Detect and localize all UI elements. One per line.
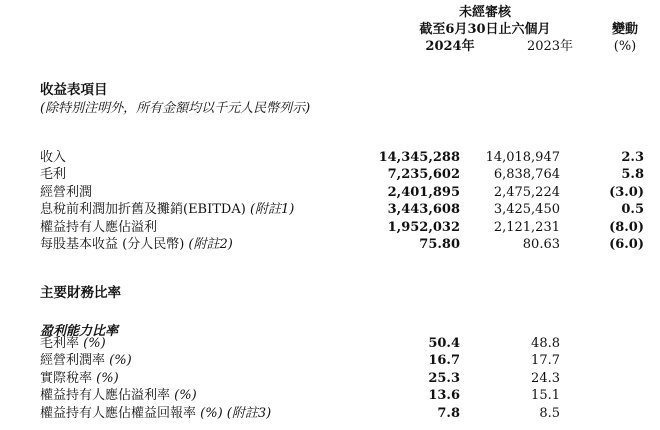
header-period: 截至6月30日止六個月 bbox=[419, 22, 551, 37]
row-label-text: 實際稅率 bbox=[40, 370, 93, 386]
value-2024: 7,235,602 bbox=[387, 167, 460, 183]
value-2024: 7.8 bbox=[437, 405, 460, 421]
row-label-note: (%) bbox=[79, 336, 106, 351]
row-label bbox=[40, 167, 66, 183]
value-change: 5.8 bbox=[621, 167, 644, 183]
row-label-note: (%) bbox=[92, 370, 119, 386]
row-label bbox=[40, 202, 294, 218]
value-2024: 14,345,288 bbox=[378, 150, 460, 165]
row-label-text: 毛利 bbox=[40, 167, 67, 183]
table-row bbox=[0, 237, 660, 253]
table-row bbox=[0, 406, 660, 422]
row-label bbox=[40, 406, 271, 422]
value-2024: 16.7 bbox=[428, 353, 460, 369]
value-2023: 6,838,764 bbox=[493, 167, 560, 183]
value-2023: 14,018,947 bbox=[485, 150, 560, 165]
value-change: (6.0) bbox=[609, 237, 644, 252]
row-label bbox=[40, 237, 233, 253]
row-label bbox=[40, 185, 92, 201]
row-label-note: (%) bbox=[105, 353, 132, 369]
table-row bbox=[0, 202, 660, 218]
row-label bbox=[40, 353, 132, 369]
table-row bbox=[0, 371, 660, 387]
value-change: (8.0) bbox=[609, 219, 644, 235]
value-2024: 13.6 bbox=[428, 388, 460, 404]
header-change: 變動 bbox=[611, 22, 638, 37]
value-2023: 17.7 bbox=[531, 353, 560, 369]
row-label bbox=[40, 220, 157, 236]
value-change: 0.5 bbox=[621, 202, 644, 218]
row-label-text: 經營利潤 bbox=[40, 184, 93, 200]
value-2023: 15.1 bbox=[531, 388, 560, 404]
value-2023: 2,475,224 bbox=[493, 184, 560, 200]
value-change: (3.0) bbox=[609, 184, 644, 200]
row-label bbox=[40, 371, 119, 387]
row-label-note: (%) bbox=[170, 388, 197, 404]
table-row bbox=[0, 220, 660, 236]
value-2023: 2,121,231 bbox=[493, 219, 560, 235]
header-unaudited: 未經審核 bbox=[458, 5, 511, 20]
header-year-2024: 2024年 bbox=[425, 39, 475, 54]
income-section-title: 收益表項目 bbox=[40, 82, 108, 98]
row-label-text: 每股基本收益 (分人民幣) bbox=[40, 237, 185, 252]
row-label-text: 息稅前利潤加折舊及攤銷(EBITDA) bbox=[40, 202, 246, 218]
value-2024: 75.80 bbox=[419, 237, 460, 252]
value-change: 2.3 bbox=[621, 150, 644, 165]
value-2024: 3,443,608 bbox=[387, 202, 460, 218]
row-label-text: 權益持有人應佔溢利 bbox=[40, 219, 158, 235]
header-year-2023: 2023年 bbox=[526, 39, 574, 54]
row-label-note: (附註2) bbox=[184, 237, 233, 252]
value-2023: 48.8 bbox=[531, 336, 560, 351]
table-row bbox=[0, 167, 660, 183]
value-2023: 3,425,450 bbox=[493, 202, 560, 218]
row-label bbox=[40, 150, 66, 166]
value-2023: 80.63 bbox=[522, 237, 560, 252]
value-2024: 2,401,895 bbox=[387, 184, 460, 200]
profitability-subtitle: 盈利能力比率 bbox=[40, 324, 119, 339]
table-row bbox=[0, 388, 660, 404]
value-2024: 1,952,032 bbox=[387, 219, 460, 235]
value-2024: 25.3 bbox=[428, 370, 460, 386]
value-2023: 24.3 bbox=[531, 370, 560, 386]
row-label bbox=[40, 336, 106, 352]
table-row bbox=[0, 353, 660, 369]
row-label-text: 經營利潤率 bbox=[40, 353, 106, 369]
value-2023: 8.5 bbox=[539, 405, 560, 421]
row-label-text: 收入 bbox=[40, 150, 67, 165]
header-change-unit: (%) bbox=[613, 39, 637, 54]
row-label bbox=[40, 388, 197, 404]
ratios-section-title: 主要財務比率 bbox=[40, 285, 121, 301]
table-row bbox=[0, 150, 660, 166]
table-row bbox=[0, 336, 660, 352]
value-2024: 50.4 bbox=[428, 336, 460, 351]
row-label-note: (附註1) bbox=[245, 202, 295, 218]
row-label-note: (%) (附註3) bbox=[196, 405, 272, 421]
row-label-text: 權益持有人應佔權益回報率 bbox=[40, 405, 197, 421]
table-row bbox=[0, 185, 660, 201]
row-label-text: 毛利率 bbox=[40, 336, 80, 351]
row-label-text: 權益持有人應佔溢利率 bbox=[40, 388, 171, 404]
income-section-note: (除特別注明外，所有金額均以千元人民幣列示) bbox=[40, 101, 311, 116]
